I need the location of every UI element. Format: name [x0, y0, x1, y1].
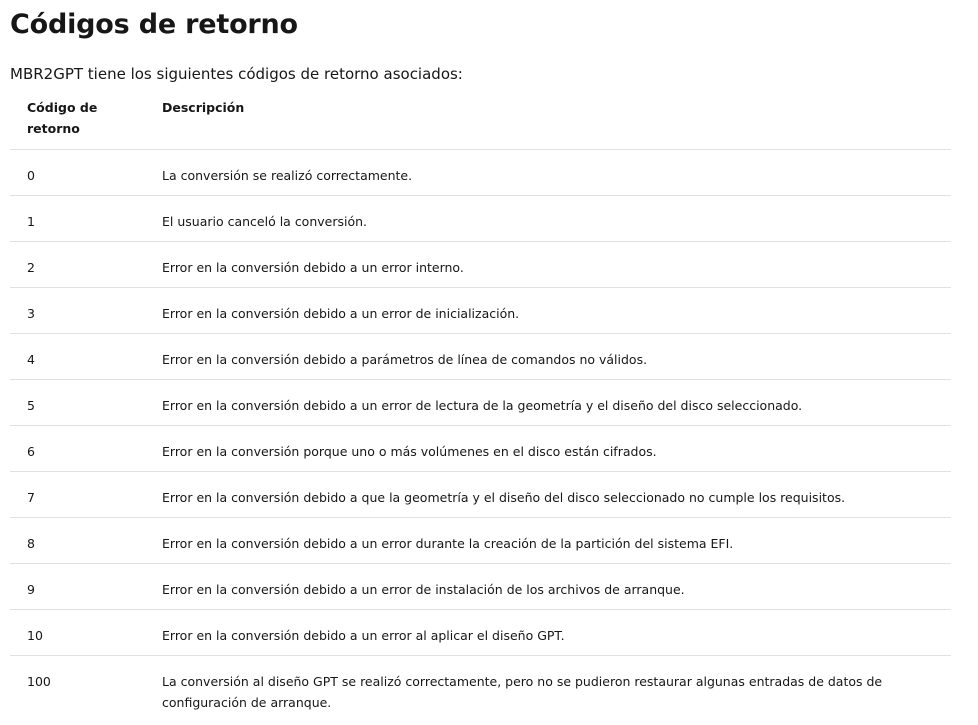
intro-text: MBR2GPT tiene los siguientes códigos de retorno asociados: — [10, 65, 463, 83]
table-row — [10, 563, 951, 609]
row-code: 2 — [10, 241, 162, 287]
row-code: 0 — [10, 149, 162, 195]
row-description: Error en la conversión debido a un error de instalación de los archivos de arranque. — [162, 563, 951, 609]
row-description: Error en la conversión debido a un error de inicialización. — [162, 287, 951, 333]
row-code: 100 — [27, 673, 51, 689]
row-code: 9 — [10, 563, 162, 609]
row-description: El usuario canceló la conversión. — [162, 195, 951, 241]
return-codes-table — [10, 95, 951, 725]
row-code: 6 — [10, 425, 162, 471]
header-description: Descripción — [162, 95, 951, 149]
row-description: La conversión al diseño GPT se realizó correctamente, pero no se pudieron restaurar algunas entradas de datos de configuración de arranque. — [162, 673, 883, 710]
row-description: La conversión se realizó correctamente. — [162, 149, 951, 195]
row-code: 3 — [10, 287, 162, 333]
row-description: Error en la conversión debido a un error durante la creación de la partición del sistema EFI. — [162, 517, 951, 563]
table-row — [10, 379, 951, 425]
row-code: 8 — [10, 517, 162, 563]
row-description: Error en la conversión debido a un error interno. — [162, 241, 951, 287]
table-row — [10, 195, 951, 241]
row-code: 4 — [10, 333, 162, 379]
table-body — [10, 149, 951, 725]
row-code: 7 — [10, 471, 162, 517]
page-title: Códigos de retorno — [10, 9, 298, 40]
row-code: 5 — [10, 379, 162, 425]
table-row — [10, 333, 951, 379]
table-row — [10, 149, 951, 195]
header-code: Código de retorno — [10, 95, 162, 149]
row-description: Error en la conversión debido a un error al aplicar el diseño GPT. — [162, 609, 951, 655]
table-header — [10, 95, 951, 149]
table-row — [10, 517, 951, 563]
row-description: Error en la conversión porque uno o más volúmenes en el disco están cifrados. — [162, 425, 951, 471]
table-row — [10, 425, 951, 471]
row-code: 1 — [10, 195, 162, 241]
table-row — [10, 609, 951, 655]
row-description: Error en la conversión debido a parámetros de línea de comandos no válidos. — [162, 333, 951, 379]
table-row — [10, 655, 951, 725]
row-description: Error en la conversión debido a que la geometría y el diseño del disco seleccionado no cumple los requisitos. — [162, 471, 951, 517]
table-row — [10, 287, 951, 333]
table-header-row — [10, 95, 951, 149]
row-description: Error en la conversión debido a un error de lectura de la geometría y el diseño del disco seleccionado. — [162, 379, 951, 425]
table-row — [10, 241, 951, 287]
row-code: 10 — [10, 609, 162, 655]
table-row — [10, 471, 951, 517]
